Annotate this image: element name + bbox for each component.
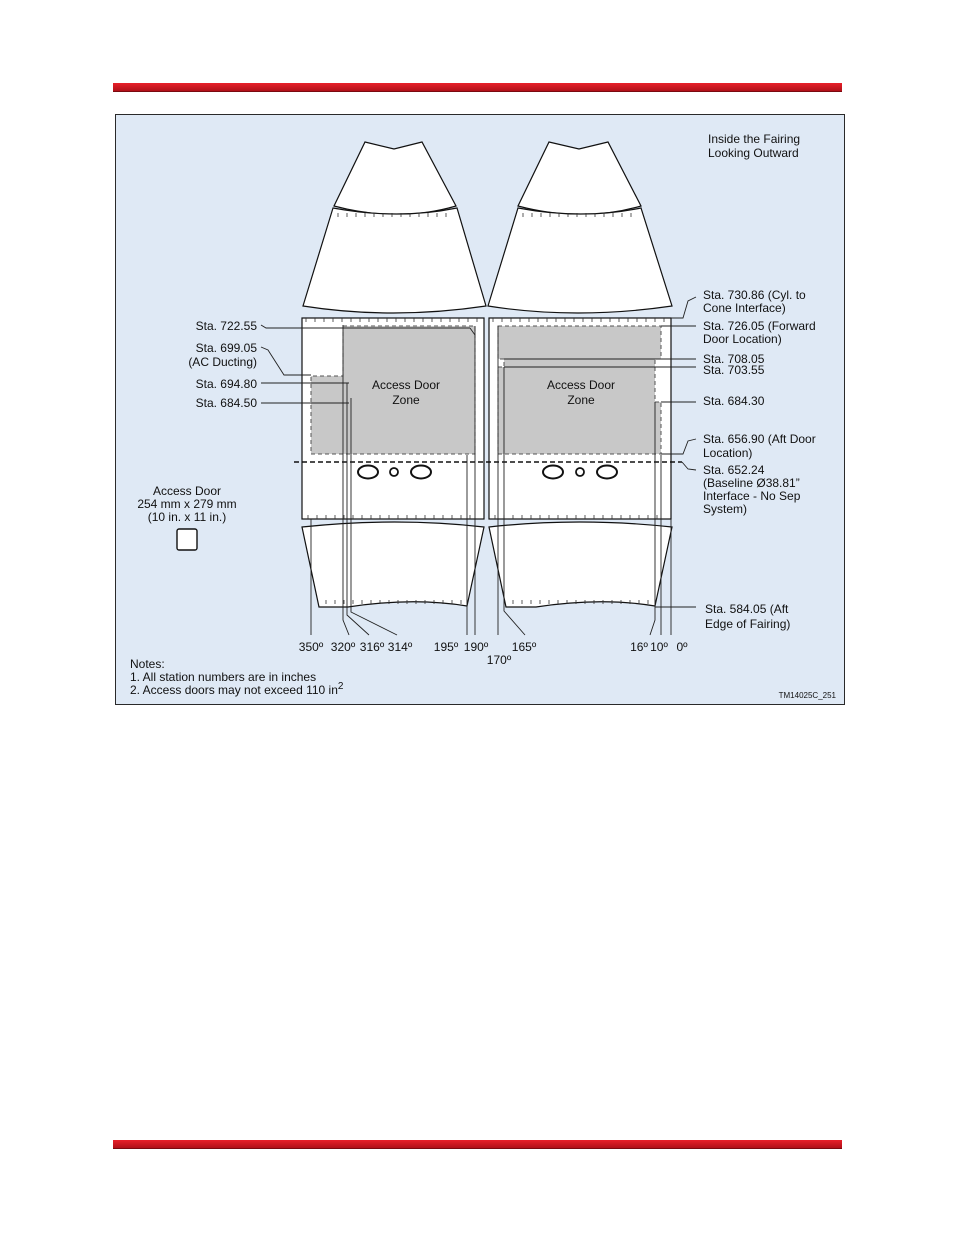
note-1: 1. All station numbers are in inches <box>130 670 317 684</box>
access-door-size-in: (10 in. x 11 in.) <box>147 510 227 524</box>
station-label-708-05: Sta. 708.05 <box>703 352 765 366</box>
station-label-584-05-note: Edge of Fairing) <box>705 617 791 631</box>
port-ellipse <box>597 466 617 479</box>
left-nose-segment <box>334 142 456 215</box>
station-label-726-05: Sta. 726.05 (Forward <box>703 319 816 333</box>
station-label-684-30: Sta. 684.30 <box>703 394 765 408</box>
port-ellipse <box>543 466 563 479</box>
station-label-699-05-note: (AC Ducting) <box>188 355 257 369</box>
note-2: 2. Access doors may not exceed 110 $in^2$ <box>130 681 344 697</box>
station-label-652-24-note2: Interface - No Sep <box>703 489 801 503</box>
left-zone-label-line1: Access Door <box>371 378 441 392</box>
fairing-diagram <box>116 115 846 706</box>
access-door-size-mm: 254 mm x 279 mm <box>137 497 237 511</box>
port-circle <box>576 468 584 476</box>
right-cone-segment <box>488 208 672 313</box>
port-ellipse <box>411 466 431 479</box>
station-label-652-24-note3: System) <box>703 502 748 516</box>
angle-label-16: 16º <box>630 640 648 654</box>
access-door-sample <box>177 529 197 550</box>
station-label-656-90: Sta. 656.90 (Aft Door <box>703 432 816 446</box>
footer-rule <box>113 1140 842 1149</box>
angle-label-350: 350º <box>298 640 324 654</box>
view-caption-line1: Inside the Fairing <box>708 132 801 146</box>
port-ellipse <box>358 466 378 479</box>
access-door-title: Access Door <box>152 484 222 498</box>
station-label-652-24-note1: (Baseline Ø38.81” <box>703 476 800 490</box>
header-rule <box>113 83 842 92</box>
station-label-730-86-note: Cone Interface) <box>703 301 786 315</box>
station-label-684-50: Sta. 684.50 <box>195 396 257 410</box>
right-nose-segment <box>518 142 641 215</box>
station-label-694-80: Sta. 694.80 <box>195 377 257 391</box>
angle-label-170: 170º <box>486 653 512 667</box>
port-circle <box>390 468 398 476</box>
right-zone-label-line1: Access Door <box>546 378 616 392</box>
angle-label-320: 320º <box>330 640 356 654</box>
angle-label-195: 195º <box>433 640 459 654</box>
left-zone-label-line2: Zone <box>392 393 420 407</box>
fairing-layout-figure <box>115 114 845 705</box>
angle-label-165: 165º <box>511 640 537 654</box>
angle-label-316: 316º <box>359 640 385 654</box>
station-label-584-05: Sta. 584.05 (Aft <box>705 602 789 616</box>
station-label-726-05-note: Door Location) <box>703 332 782 346</box>
station-label-730-86: Sta. 730.86 (Cyl. to <box>703 288 806 302</box>
left-aft-segment <box>302 522 484 607</box>
station-label-652-24: Sta. 652.24 <box>703 463 765 477</box>
station-label-699-05: Sta. 699.05 <box>195 341 257 355</box>
station-label-722-55: Sta. 722.55 <box>195 319 257 333</box>
station-label-656-90-note: Location) <box>703 446 753 460</box>
notes-heading: Notes: <box>130 657 165 671</box>
angle-label-10: 10º <box>650 640 668 654</box>
station-label-703-55: Sta. 703.55 <box>703 363 765 377</box>
view-caption-line2: Looking Outward <box>708 146 799 160</box>
figure-id: TM14025C_251 <box>778 691 836 700</box>
right-zone-label-line2: Zone <box>567 393 595 407</box>
angle-label-314: 314º <box>387 640 413 654</box>
left-cone-segment <box>303 208 486 313</box>
angle-label-190: 190º <box>463 640 489 654</box>
right-aft-segment <box>489 522 672 607</box>
angle-label-0: 0º <box>676 640 688 654</box>
